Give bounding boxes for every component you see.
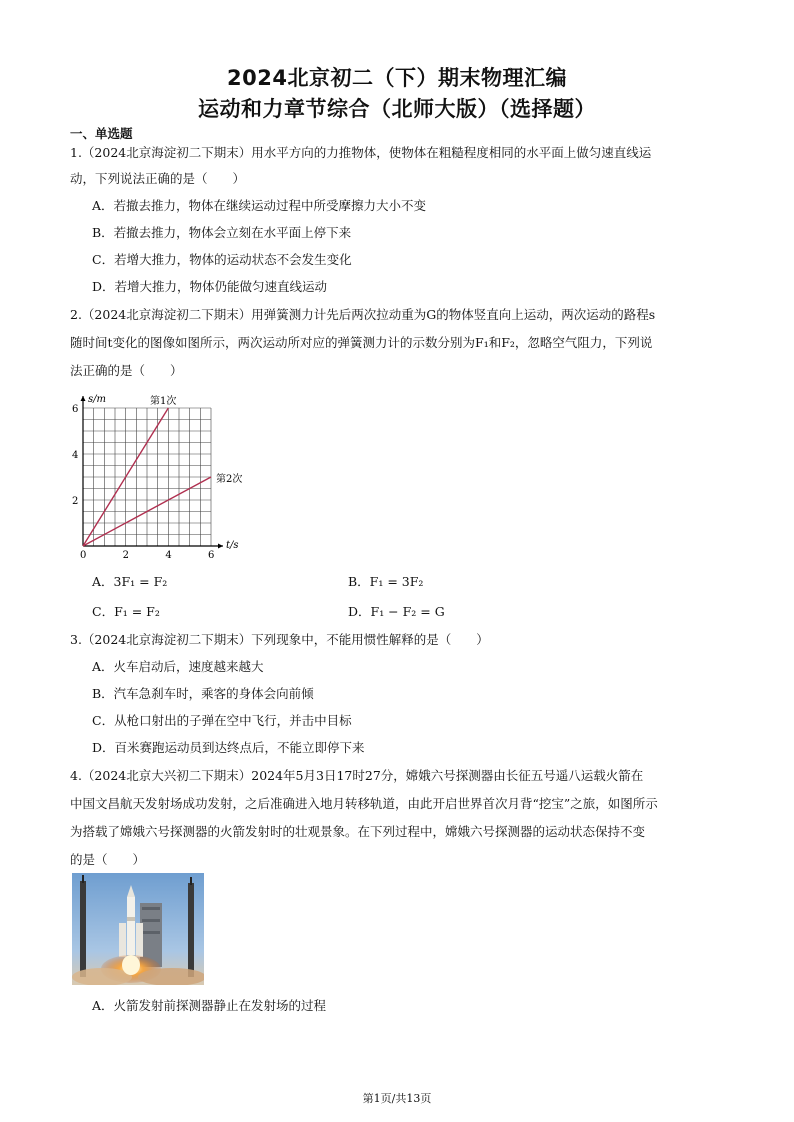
x-tick-label: 6 [208,550,215,561]
series-2-label: 第2次 [216,474,243,485]
y-tick-label: 2 [72,496,79,507]
x-axis-arrow [218,544,223,549]
q1-option-a: A．若撤去推力，物体在继续运动过程中所受摩擦力大小不变 [92,198,427,213]
q3-option-c: C．从枪口射出的子弹在空中飞行，并击中目标 [92,713,352,728]
q4-stem-line3: 为搭载了嫦娥六号探测器的火箭发射时的壮观景象。在下列过程中，嫦娥六号探测器的运动状态保持不变 [70,824,646,839]
q4-stem-line4: 的是（ ） [70,852,146,867]
x-tick-label: 0 [80,550,87,561]
y-tick-label: 4 [72,450,79,461]
q3-option-b: B．汽车急刹车时，乘客的身体会向前倾 [92,686,314,701]
q1-option-b: B．若撤去推力，物体会立刻在水平面上停下来 [92,225,352,240]
x-tick-label: 2 [122,550,130,561]
q4-option-a: A．火箭发射前探测器静止在发射场的过程 [92,998,327,1013]
page-title-line2: 运动和力章节综合（北师大版）（选择题） [198,97,596,121]
q2-option-c: C．F₁ = F₂ [92,604,160,619]
q2-stem-line2: 随时间t变化的图像如图所示，两次运动所对应的弹簧测力计的示数分别为F₁和F₂，忽略空气阻力，下列说 [70,335,653,350]
chart-tick-labels [72,404,214,561]
q4-stem-line2: 中国文昌航天发射场成功发射，之后准确进入地月转移轨道，由此开启世界首次月背“挖宝”之旅，如图所示 [70,796,658,811]
y-axis-arrow [81,396,86,401]
chart-axes [81,396,224,549]
q2-stem-line1: 2.（2024北京海淀初二下期末）用弹簧测力计先后两次拉动重为G的物体竖直向上运动，两次运动的路程s [70,307,656,322]
page-footer: 第1页/共13页 [362,1092,432,1105]
x-axis-label: t/s [226,540,239,551]
q2-stem-line3: 法正确的是（ ） [70,363,183,378]
q4-stem-line1: 4.（2024北京大兴初二下期末）2024年5月3日17时27分，嫦娥六号探测器由长征五号遥八运载火箭在 [70,768,644,783]
chart-grid [83,408,211,546]
series-1-label: 第1次 [150,396,177,407]
page-title-line1: 2024北京初二（下）期末物理汇编 [227,66,567,90]
q3-stem-line1: 3.（2024北京海淀初二下期末）下列现象中，不能用惯性解释的是（ ） [70,632,489,647]
s-t-graph [66,390,266,565]
q1-stem-line1: 1.（2024北京海淀初二下期末）用水平方向的力推物体，使物体在粗糙程度相同的水平面上做匀速直线运 [70,145,652,160]
section-title: 一、单选题 [70,126,133,141]
y-axis-label: s/m [88,394,106,405]
q3-option-d: D．百米赛跑运动员到达终点后，不能立即停下来 [92,740,365,755]
q1-stem-line2: 动，下列说法正确的是（ ） [70,171,246,186]
q2-option-d: D．F₁ − F₂ = G [348,604,445,619]
q2-option-b: B．F₁ = 3F₂ [348,574,424,589]
y-tick-label: 6 [72,404,79,415]
rocket-launch-photo [72,873,204,985]
q1-option-c: C．若增大推力，物体的运动状态不会发生变化 [92,252,352,267]
q1-option-d: D．若增大推力，物体仍能做匀速直线运动 [92,279,328,294]
x-tick-label: 4 [165,550,172,561]
q2-option-a: A．3F₁ = F₂ [92,574,168,589]
q3-option-a: A．火车启动后，速度越来越大 [92,659,264,674]
